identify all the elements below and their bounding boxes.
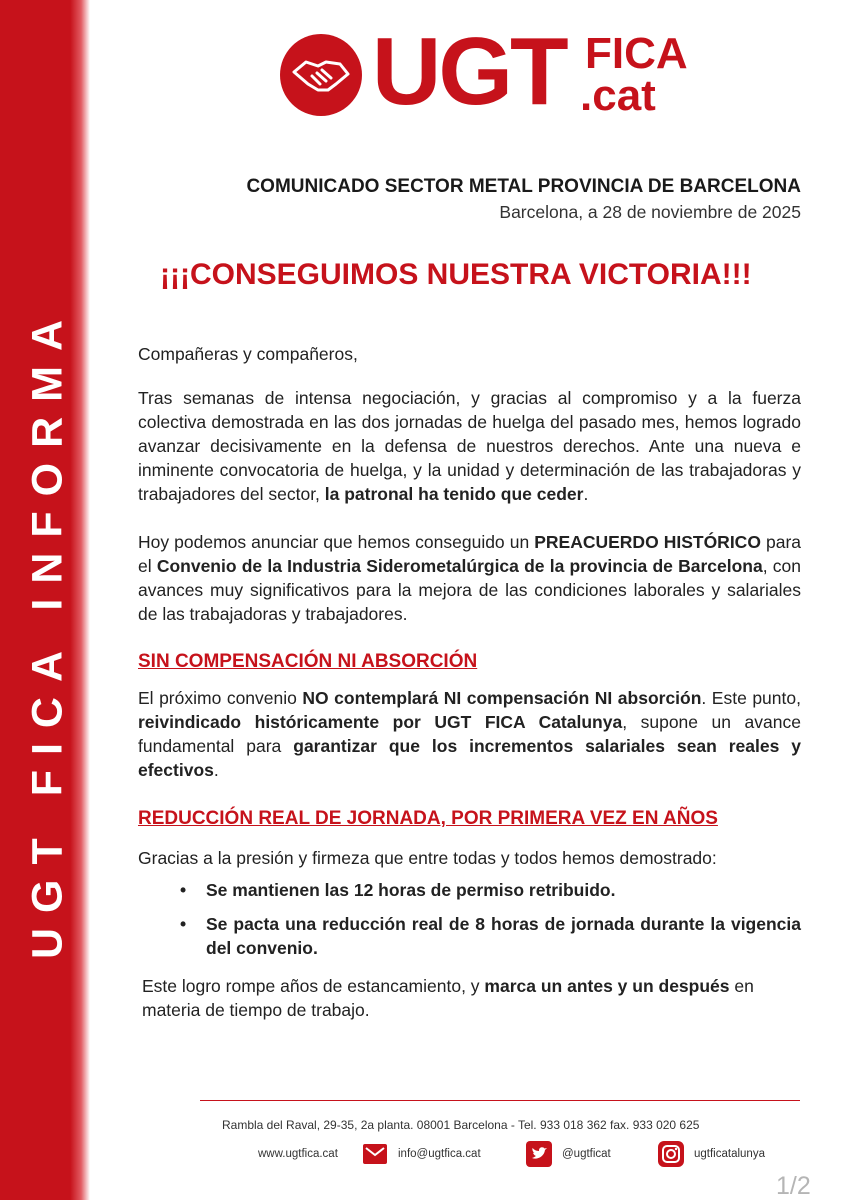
para2-t1: Hoy podemos anunciar que hemos conseguido un xyxy=(138,532,535,552)
para2-b1: PREACUERDO HISTÓRICO xyxy=(534,532,761,552)
footer-instagram-link[interactable]: ugtficatalunya xyxy=(694,1148,765,1160)
section-2-closing xyxy=(142,974,802,1022)
communique-title: COMUNICADO SECTOR METAL PROVINCIA DE BARCELONA xyxy=(246,176,801,197)
greeting xyxy=(138,342,801,366)
twitter-icon xyxy=(526,1141,552,1167)
bullet-text: Se pacta una reducción real de 8 horas de jornada durante la vigencia del convenio. xyxy=(206,914,801,958)
para1-bold: la patronal ha tenido que ceder xyxy=(324,484,584,504)
para2-b2: Convenio de la Industria Siderometalúrgica de la provincia de Barcelona xyxy=(156,556,763,576)
s1-t4: . xyxy=(213,760,219,780)
list-item: • Se mantienen las 12 horas de permiso retribuido. xyxy=(180,880,616,900)
handshake-icon xyxy=(280,34,362,116)
sidebar-band xyxy=(0,0,90,1200)
para1-text: Tras semanas de intensa negociación, y gracias al compromiso y a la fuerza colectiva demostrada en las dos jornadas de huelga del pasado mes, hemos logrado avanzar decisivamente en la defensa de nuestros derechos. Ante una nueva e inminente convocatoria de huelga, y la unidad y determinación de las trabajadoras y trabajadores del sector, xyxy=(138,388,801,504)
logo-ugt-text: UGT xyxy=(372,18,566,125)
para1-end: . xyxy=(583,484,589,504)
s1-b2: reivindicado históricamente por UGT FICA Catalunya xyxy=(138,712,623,732)
s1-t1: El próximo convenio xyxy=(138,688,303,708)
section-heading-compensation: SIN COMPENSACIÓN NI ABSORCIÓN xyxy=(138,651,478,672)
ugt-fica-logo xyxy=(280,18,700,125)
s1-b3: garantizar que los incrementos salariales sean reales y efectivos xyxy=(138,736,801,780)
greeting-text: Compañeras y compañeros, xyxy=(138,344,358,364)
page-number: 1/2 xyxy=(776,1172,811,1200)
communique-date: Barcelona, a 28 de noviembre de 2025 xyxy=(499,202,801,222)
section-heading-reduction: REDUCCIÓN REAL DE JORNADA, POR PRIMERA VEZ EN AÑOS xyxy=(138,808,718,829)
section-2-bullets xyxy=(138,878,801,970)
bullet-text: Se mantienen las 12 horas de permiso retribuido. xyxy=(206,880,616,900)
email-icon xyxy=(362,1141,388,1167)
section-1-body xyxy=(138,686,801,782)
para2-t3: , con avances muy significativos para la mejora de las condiciones laborales y salariales de las trabajadoras y trabajadores. xyxy=(138,556,801,624)
footer-divider xyxy=(200,1100,800,1101)
para2-t2: para el xyxy=(138,532,802,576)
footer-twitter-link[interactable]: @ugtficat xyxy=(562,1148,611,1160)
headline: ¡¡¡CONSEGUIMOS NUESTRA VICTORIA!!! xyxy=(160,258,752,291)
s1-b1: NO contemplará NI compensación NI absorción xyxy=(302,688,702,708)
footer-email-link[interactable]: info@ugtfica.cat xyxy=(398,1148,481,1160)
footer-address: Rambla del Raval, 29-35, 2a planta. 08001 Barcelona - Tel. 933 018 362 fax. 933 020 625 xyxy=(222,1118,700,1132)
closing-b1: marca un antes y un después xyxy=(484,976,730,996)
list-item: • Se pacta una reducción real de 8 horas de jornada durante la vigencia del convenio. xyxy=(180,914,801,958)
sidebar-label: UGT FICA INFORMA xyxy=(23,304,72,960)
logo-cat-text: .cat xyxy=(580,71,656,120)
s1-t2: . Este punto, xyxy=(701,688,801,708)
logo-fica-text: FICA xyxy=(585,29,688,78)
s2-intro: Gracias a la presión y firmeza que entre todas y todos hemos demostrado: xyxy=(138,848,717,868)
paragraph-1 xyxy=(138,386,801,506)
paragraph-2 xyxy=(138,530,801,626)
instagram-icon xyxy=(658,1141,684,1167)
closing-t2: en materia de tiempo de trabajo. xyxy=(142,976,754,1020)
footer-web-link[interactable]: www.ugtfica.cat xyxy=(258,1148,338,1160)
s1-t3: , supone un avance fundamental para xyxy=(138,712,801,756)
section-2-intro xyxy=(138,846,801,870)
closing-t1: Este logro rompe años de estancamiento, y xyxy=(142,976,485,996)
